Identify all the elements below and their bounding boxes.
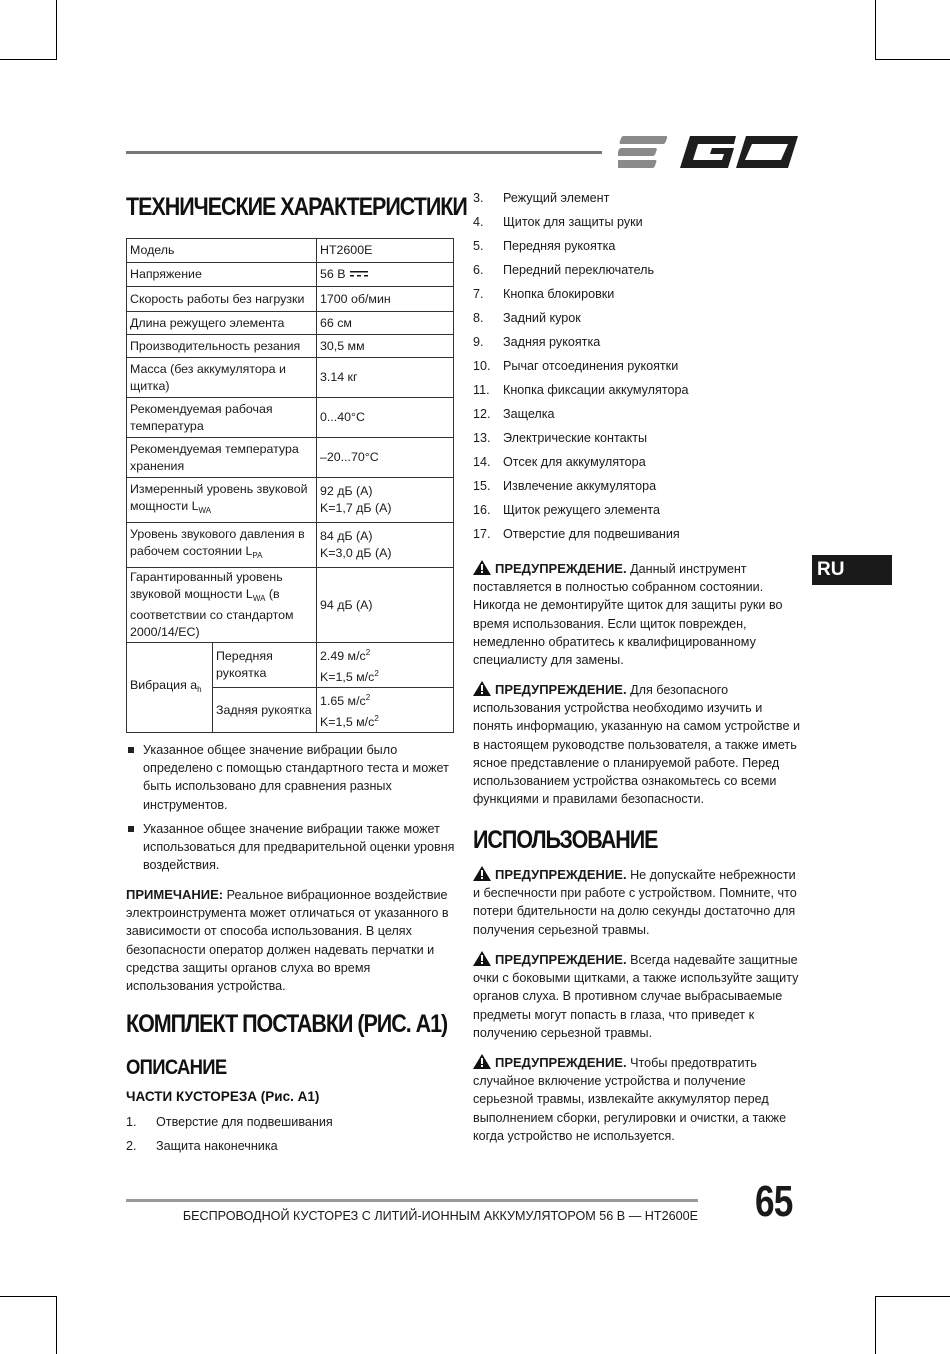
spec-label: Производительность резания — [130, 338, 301, 353]
crop-mark — [0, 1296, 57, 1297]
item-text: Извлечение аккумулятора — [503, 479, 657, 493]
spec-label: Вибрация a — [130, 678, 198, 692]
crop-mark — [875, 1296, 876, 1354]
specs-table — [126, 238, 454, 733]
list-item — [473, 501, 803, 525]
item-text: Щиток для защиты руки — [503, 215, 643, 229]
list-item — [473, 261, 803, 285]
item-text: Кнопка фиксации аккумулятора — [503, 383, 689, 397]
item-number: 16. — [473, 503, 491, 517]
note-text: Реальное вибрационное воздействие электроинструмента может отличаться от указанного в зависимости от способа использования. В целях безопасности оператор должен надевать перчатки и средства защиты органов слуха во время использования устройства. — [126, 888, 449, 994]
item-number: 5. — [473, 239, 484, 253]
list-item — [473, 477, 803, 501]
item-number: 4. — [473, 215, 484, 229]
table-row: Уровень звукового давления в рабочем состоянии $L_{PA}$ 84 дБ (A) K=3,0 дБ (A) — [127, 523, 454, 568]
spec-label: Скорость работы без нагрузки — [130, 291, 305, 306]
table-row: Вибрация $a_h$ Передняя рукоятка 2.49 $м/с^2$ K=1,5 $м/с^2$ — [127, 643, 454, 688]
item-text: Передний переключатель — [503, 263, 655, 277]
item-number: 3. — [473, 191, 484, 205]
footer-rule — [126, 1199, 698, 1202]
spec-label: Передняя рукоятка — [216, 649, 273, 680]
spec-label: Измеренный уровень звуковой мощности L — [130, 482, 308, 513]
item-text: Задняя рукоятка — [503, 335, 601, 349]
warning-icon — [473, 560, 491, 575]
footer-text: БЕСПРОВОДНОЙ КУСТОРЕЗ С ЛИТИЙ-ИОННЫМ АККУМУЛЯТОРОМ 56 В — HT2600E — [182, 1209, 698, 1223]
table-row: Измеренный уровень звуковой мощности $L_{WA}$ 92 дБ (A) K=1,7 дБ (A) — [127, 478, 454, 523]
note — [126, 886, 456, 995]
parts-list — [473, 189, 803, 549]
item-text: Защелка — [503, 407, 555, 421]
item-number: 12. — [473, 407, 491, 421]
item-text: Отверстие для подвешивания — [156, 1115, 333, 1129]
spec-value: K=3,0 дБ (A) — [320, 546, 392, 560]
table-row: Гарантированный уровень звуковой мощности $L_{WA}$ (в соответствии со стандартом 2000/14/EC) 94 дБ (A) — [127, 568, 454, 643]
spec-value: 66 см — [320, 315, 352, 330]
ego-logo — [618, 130, 800, 174]
warning-icon — [473, 866, 491, 881]
page-number: 65 — [755, 1177, 793, 1226]
item-text: Отверстие для подвешивания — [503, 527, 680, 541]
item-number: 13. — [473, 431, 491, 445]
crop-mark — [875, 1296, 950, 1297]
spec-label: Напряжение — [130, 267, 202, 281]
spec-label: Рекомендуемая температура хранения — [130, 441, 299, 473]
table-row — [127, 239, 454, 263]
item-number: 9. — [473, 335, 484, 349]
list-item — [473, 525, 803, 549]
list-item: Указанное общее значение вибрации было определено с помощью стандартного теста и может быть использовано для сравнения разных инструментов. — [126, 741, 456, 814]
item-number: 15. — [473, 479, 491, 493]
parts-list — [126, 1113, 456, 1161]
parts-title: ЧАСТИ КУСТОРЕЗА (Рис. A1) — [126, 1089, 320, 1104]
list-item — [473, 309, 803, 333]
list-item — [473, 237, 803, 261]
list-item — [473, 453, 803, 477]
table-row — [127, 335, 454, 358]
spec-value: 84 дБ (A) — [320, 529, 373, 543]
spec-label: Масса (без аккумулятора и щитка) — [130, 361, 286, 393]
list-item — [473, 189, 803, 213]
spec-value: 0...40°C — [320, 410, 365, 424]
item-text: Отсек для аккумулятора — [503, 455, 646, 469]
dc-symbol-icon — [346, 267, 368, 281]
kit-title: КОМПЛЕКТ ПОСТАВКИ (РИС. A1) — [126, 1010, 448, 1038]
item-text: Режущий элемент — [503, 191, 610, 205]
item-number: 2. — [126, 1139, 137, 1153]
crop-mark — [875, 59, 950, 60]
spec-label: Задняя рукоятка — [216, 702, 312, 717]
note-label: ПРИМЕЧАНИЕ: — [126, 887, 224, 902]
item-text: Кнопка блокировки — [503, 287, 615, 301]
item-text: Задний курок — [503, 311, 581, 325]
item-number: 11. — [473, 383, 490, 397]
specs-title: ТЕХНИЧЕСКИЕ ХАРАКТЕРИСТИКИ — [126, 193, 467, 221]
warning-block: ПРЕДУПРЕЖДЕНИЕ. Не допускайте небрежности и беспечности при работе с устройством. Помните, что потери бдительности на долю секунды достаточно для получения серьезной травмы. — [473, 867, 797, 937]
spec-value: 1700 об/мин — [320, 291, 391, 306]
spec-value: 56 В — [320, 267, 346, 281]
item-text: Защита наконечника — [156, 1139, 278, 1153]
item-text: Щиток режущего элемента — [503, 503, 661, 517]
table-row — [127, 263, 454, 287]
table-row — [127, 312, 454, 335]
item-number: 1. — [126, 1115, 137, 1129]
language-badge: RU — [812, 555, 892, 585]
usage-title: ИСПОЛЬЗОВАНИЕ — [473, 826, 658, 854]
table-row — [127, 398, 454, 438]
crop-mark — [56, 0, 57, 60]
warning-icon — [473, 951, 491, 966]
warning-block: ПРЕДУПРЕЖДЕНИЕ. Чтобы предотвратить случайное включение устройства и получение серьезной травмы, извлекайте аккумулятор перед выполнением сборки, регулировки и очистки, а также когда устройство не используется. — [473, 1055, 787, 1143]
crop-mark — [56, 1296, 57, 1354]
crop-mark — [0, 59, 57, 60]
spec-value: 3.14 кг — [320, 370, 358, 384]
item-text: Передняя рукоятка — [503, 239, 616, 253]
spec-value: 94 дБ (A) — [320, 597, 373, 612]
list-item — [473, 333, 803, 357]
spec-value: K=1,7 дБ (A) — [320, 501, 392, 515]
item-number: 8. — [473, 311, 484, 325]
list-item — [473, 405, 803, 429]
spec-label: Уровень звукового давления в рабочем состоянии L — [130, 527, 305, 558]
crop-mark — [875, 0, 876, 60]
spec-label: Длина режущего элемента — [130, 315, 285, 330]
spec-value: 92 дБ (A) — [320, 484, 373, 498]
spec-label: Гарантированный уровень звуковой мощности L — [130, 570, 283, 601]
item-number: 10. — [473, 359, 491, 373]
list-item — [126, 1137, 456, 1161]
table-row — [127, 438, 454, 478]
table-row — [127, 358, 454, 398]
description-title: ОПИСАНИЕ — [126, 1056, 227, 1079]
spec-value: 30,5 мм — [320, 338, 365, 353]
spec-value: HT2600E — [320, 243, 373, 257]
item-text: Рычаг отсоединения рукоятки — [503, 359, 679, 373]
spec-value: –20...70°C — [320, 450, 379, 464]
list-item — [473, 213, 803, 237]
item-number: 14. — [473, 455, 491, 469]
spec-label: Модель — [130, 243, 175, 257]
item-number: 6. — [473, 263, 484, 277]
list-item — [473, 381, 803, 405]
list-item — [473, 357, 803, 381]
header-rule — [126, 151, 602, 154]
list-item — [126, 1113, 456, 1137]
table-row — [127, 287, 454, 312]
warning-block: ПРЕДУПРЕЖДЕНИЕ. Данный инструмент поставляется в полностью собранном состоянии. Никогда не демонтируйте щиток для защиты руки во время использования. Если щиток поврежден, немедленно обратитесь к квалифицированному специалисту для замены. — [473, 561, 783, 668]
spec-label: Рекомендуемая рабочая температура — [130, 401, 273, 433]
list-item — [473, 285, 803, 309]
warning-block: ПРЕДУПРЕЖДЕНИЕ. Для безопасного использования устройства необходимо изучить и понять информацию, указанную на самом устройстве и в настоящем руководстве пользователя, а также иметь ясное представление о планируемой работе. Перед использованием устройства ознакомьтесь со всеми функциями и правилами безопасности. — [473, 682, 801, 807]
list-item: Указанное общее значение вибрации также может использоваться для предварительной оценки уровня воздействия. — [126, 820, 456, 875]
warning-icon — [473, 1054, 491, 1069]
warning-block: ПРЕДУПРЕЖДЕНИЕ. Всегда надевайте защитные очки с боковыми щитками, а также используйте защиту органов слуха. В противном случае выбрасываемые предметы могут попасть в глаза, что приведет к получению серьезной травмы. — [473, 952, 799, 1040]
list-item — [473, 429, 803, 453]
bullet-list — [126, 741, 456, 880]
table-row: Задняя рукоятка 1.65 $м/с^2$ K=1,5 $м/с^2$ — [127, 688, 454, 733]
item-number: 7. — [473, 287, 484, 301]
item-number: 17. — [473, 527, 491, 541]
warning-icon — [473, 681, 491, 696]
item-text: Электрические контакты — [503, 431, 648, 445]
